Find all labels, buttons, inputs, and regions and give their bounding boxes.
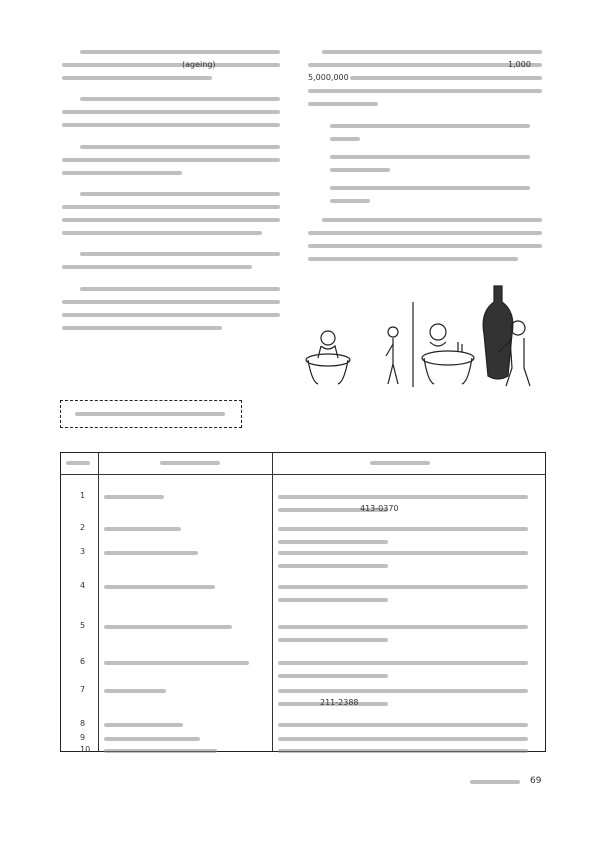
text-line [62, 63, 280, 67]
row-number: 5 [80, 621, 86, 630]
text-line [330, 155, 530, 159]
row-number: 4 [80, 581, 86, 590]
row-address [278, 495, 528, 499]
text-line [80, 97, 280, 101]
row-number: 2 [80, 523, 86, 532]
text-line [62, 300, 280, 304]
row-address-line2 [278, 598, 388, 602]
row-number: 8 [80, 719, 86, 728]
row-company-name [104, 585, 215, 589]
text-line [330, 168, 390, 172]
table-caption-box [60, 400, 242, 428]
text-line [330, 199, 370, 203]
row-address [278, 661, 528, 665]
row-address [278, 749, 528, 753]
text-line [62, 205, 280, 209]
text-line [80, 145, 280, 149]
text-line [308, 63, 542, 67]
cartoon-illustration [298, 272, 548, 392]
text-line [322, 218, 542, 222]
row-number: 10 [80, 745, 91, 754]
header-name [160, 461, 220, 465]
text-line [350, 76, 542, 80]
row-address [278, 527, 528, 531]
row-company-name [104, 495, 164, 499]
text-line [330, 186, 530, 190]
text-line [308, 257, 518, 261]
text-line [80, 192, 280, 196]
text-line [322, 50, 542, 54]
text-line [62, 265, 252, 269]
row-company-name [104, 527, 181, 531]
text-line [330, 137, 360, 141]
row-company-name [104, 723, 183, 727]
row-company-name [104, 749, 217, 753]
column-divider [98, 452, 99, 751]
row-address-line2 [278, 564, 388, 568]
text-line [62, 110, 280, 114]
row-company-name [104, 661, 249, 665]
text-line [308, 102, 378, 106]
text-line [62, 313, 280, 317]
row-company-name [104, 737, 200, 741]
text-line [62, 231, 262, 235]
table-caption [75, 412, 225, 416]
row-company-name [104, 689, 166, 693]
row-phone: 413-0370 [360, 504, 399, 513]
row-address [278, 625, 528, 629]
row-address-line2 [278, 540, 388, 544]
row-address [278, 737, 528, 741]
text-line [330, 124, 530, 128]
inline-number: 5,000,000 [308, 73, 349, 82]
row-company-name [104, 625, 232, 629]
row-number: 3 [80, 547, 86, 556]
row-address-line2 [278, 638, 388, 642]
row-number: 1 [80, 491, 86, 500]
text-line [62, 123, 280, 127]
row-number: 6 [80, 657, 86, 666]
text-line [80, 287, 280, 291]
text-line [62, 76, 212, 80]
footer-journal [470, 780, 520, 784]
header-address [370, 461, 430, 465]
row-phone: 211-2388 [320, 698, 359, 707]
row-address [278, 585, 528, 589]
header-no [66, 461, 90, 465]
text-line [62, 218, 280, 222]
row-address [278, 551, 528, 555]
row-address [278, 689, 528, 693]
row-company-name [104, 551, 198, 555]
row-address-line2 [278, 674, 388, 678]
text-line [62, 326, 222, 330]
text-line [62, 171, 182, 175]
column-divider [272, 452, 273, 751]
text-line [80, 252, 280, 256]
header-divider [60, 474, 545, 475]
text-line [308, 244, 542, 248]
page-number: 69 [530, 776, 542, 786]
text-line [62, 158, 280, 162]
text-line [308, 231, 542, 235]
row-address [278, 723, 528, 727]
inline-number: 1,000 [508, 60, 531, 69]
row-number: 9 [80, 733, 86, 742]
inline-term: (ageing) [182, 60, 216, 69]
text-line [80, 50, 280, 54]
row-number: 7 [80, 685, 86, 694]
text-line [308, 89, 542, 93]
